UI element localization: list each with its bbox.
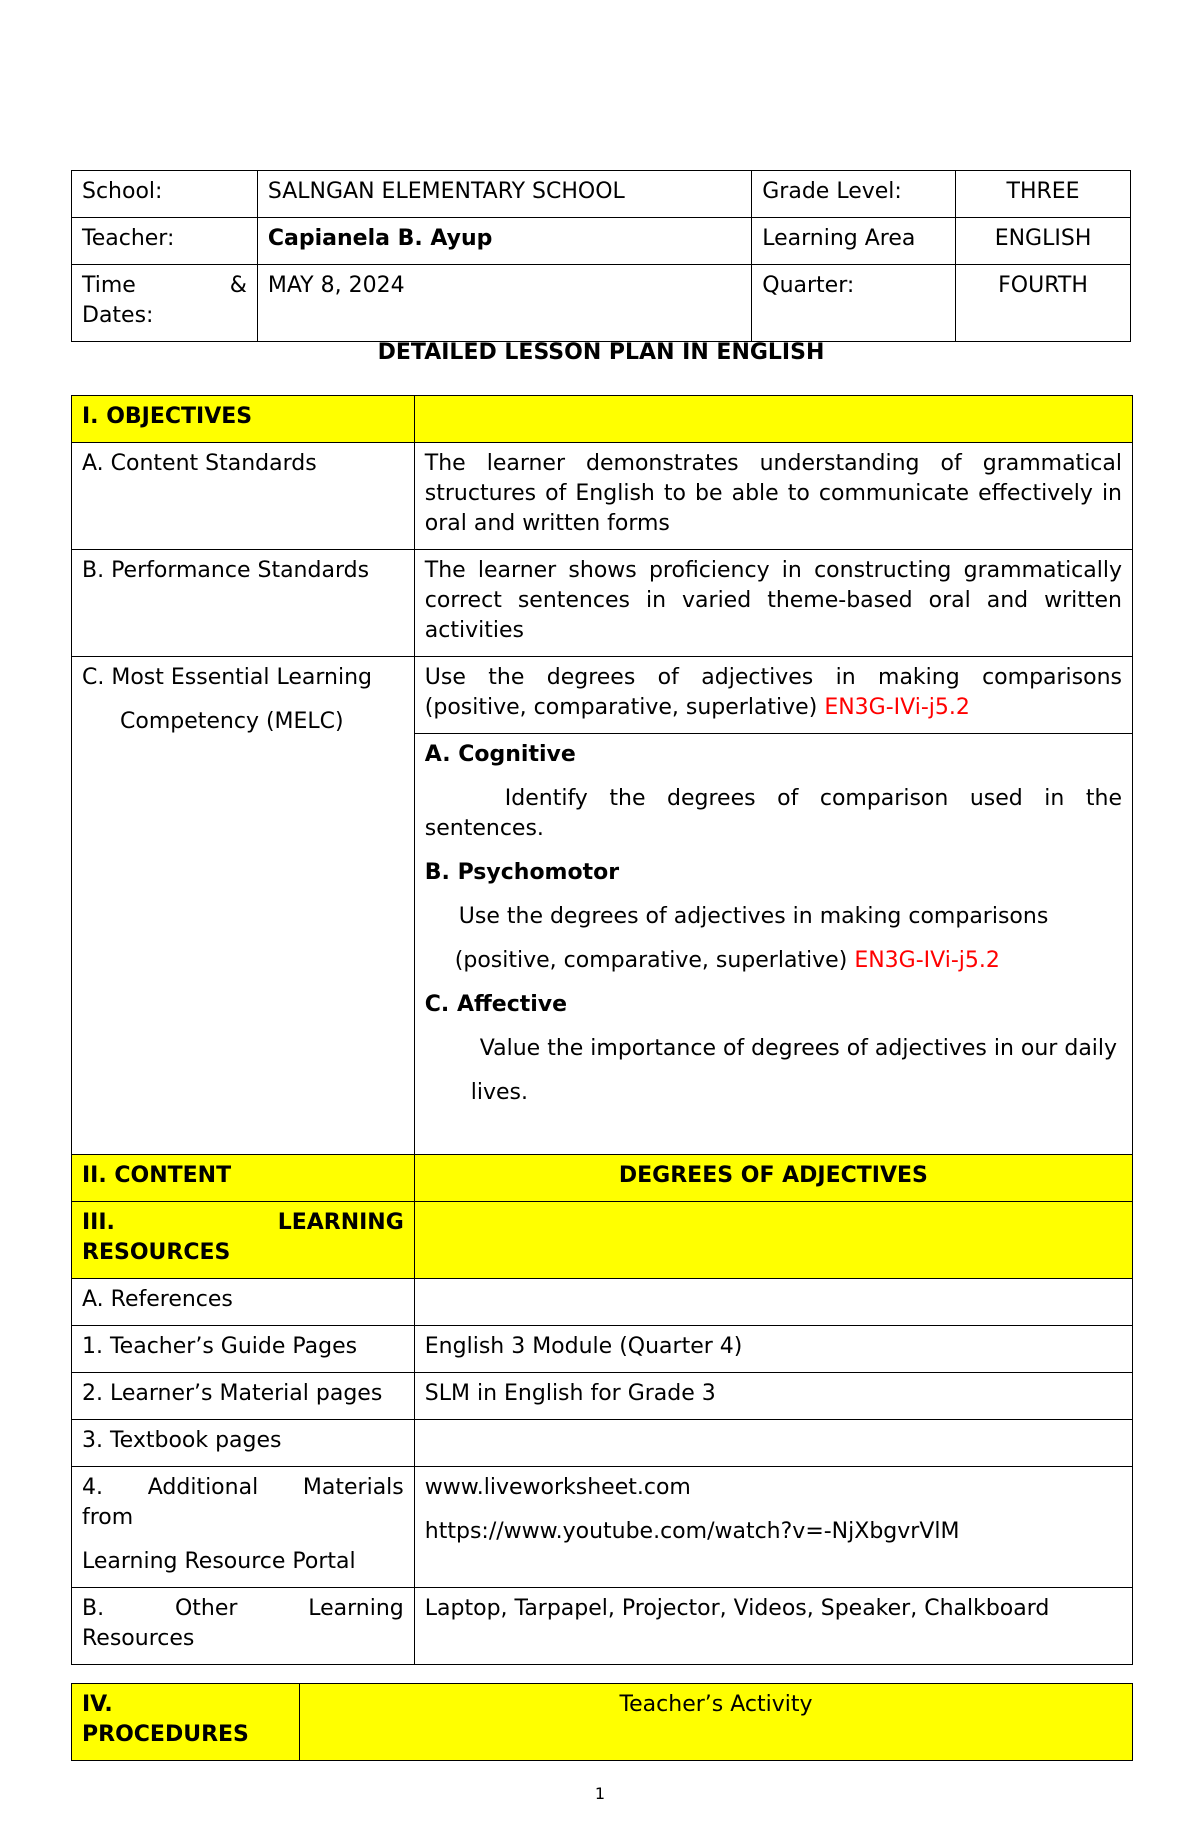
- school-label: School:: [72, 171, 258, 218]
- tg-label: 1. Teacher’s Guide Pages: [72, 1326, 415, 1373]
- additional-label-5: Learning Resource Portal: [82, 1549, 356, 1574]
- objectives-detail: [414, 734, 1132, 1155]
- resources-heading-2: LEARNING: [277, 1210, 404, 1235]
- content-standards-label: A. Content Standards: [72, 443, 415, 550]
- additional-link-2[interactable]: https://www.youtube.com/watch?v=-NjXbgvrVlM: [424, 1519, 960, 1544]
- other-resources-label: [72, 1588, 415, 1665]
- psychomotor-heading: B. Psychomotor: [424, 860, 620, 885]
- time-label-1: Time: [82, 273, 136, 298]
- objectives-heading: I. OBJECTIVES: [72, 396, 415, 443]
- psychomotor-line1: Use the degrees of adjectives in making comparisons: [458, 904, 1049, 929]
- time-label: [72, 265, 258, 342]
- tg-value: English 3 Module (Quarter 4): [414, 1326, 1132, 1373]
- grade-label: Grade Level:: [752, 171, 956, 218]
- lm-label: 2. Learner’s Material pages: [72, 1373, 415, 1420]
- resources-heading-blank: [414, 1202, 1132, 1279]
- affective-line2: lives.: [470, 1080, 529, 1105]
- performance-standards-value: The learner shows proficiency in constructing grammatically correct sentences in varied theme-based oral and written activities: [414, 550, 1132, 657]
- other-resources-value: Laptop, Tarpapel, Projector, Videos, Speaker, Chalkboard: [414, 1588, 1132, 1665]
- quarter-value: FOURTH: [956, 265, 1131, 342]
- other-label-1: B.: [82, 1596, 105, 1621]
- area-value: ENGLISH: [956, 218, 1131, 265]
- textbook-label: 3. Textbook pages: [72, 1420, 415, 1467]
- header-table: [71, 170, 1131, 342]
- quarter-label: Quarter:: [752, 265, 956, 342]
- additional-value: [414, 1467, 1132, 1588]
- teacher-value: Capianela B. Ayup: [257, 218, 751, 265]
- page-title: DETAILED LESSON PLAN IN ENGLISH: [377, 340, 825, 365]
- additional-link-1[interactable]: www.liveworksheet.com: [424, 1475, 691, 1500]
- psychomotor-line2-text: (positive, comparative, superlative): [454, 948, 848, 973]
- procedures-heading-1: IV.: [82, 1692, 113, 1717]
- melc-code: EN3G-IVi-j5.2: [824, 695, 970, 720]
- resources-heading-1: III.: [82, 1210, 115, 1235]
- performance-standards-label: B. Performance Standards: [72, 550, 415, 657]
- grade-value: THREE: [956, 171, 1131, 218]
- melc-text: Use the degrees of adjectives in making comparisons (positive, comparative, superlative): [424, 665, 1122, 720]
- page-number: 1: [594, 1784, 606, 1803]
- additional-label-4: from: [82, 1505, 134, 1530]
- textbook-blank: [414, 1420, 1132, 1467]
- content-heading: II. CONTENT: [72, 1155, 415, 1202]
- psychomotor-line2: [425, 946, 1122, 976]
- melc-label-line2: Competency (MELC): [120, 709, 344, 734]
- melc-label: [72, 657, 415, 1155]
- area-label: Learning Area: [752, 218, 956, 265]
- time-label-2: Dates:: [82, 303, 154, 328]
- other-label-4: Resources: [82, 1626, 195, 1651]
- teacher-activity-heading: Teacher’s Activity: [299, 1684, 1132, 1761]
- additional-label-2: Additional: [147, 1475, 259, 1500]
- objectives-heading-blank: [414, 396, 1132, 443]
- additional-label: [72, 1467, 415, 1588]
- references-label: A. References: [72, 1279, 415, 1326]
- procedures-heading-2: PROCEDURES: [82, 1722, 249, 1747]
- additional-label-3: Materials: [302, 1475, 404, 1500]
- content-standards-value: The learner demonstrates understanding of grammatical structures of English to be able to communicate effectively in oral and written forms: [414, 443, 1132, 550]
- references-blank: [414, 1279, 1132, 1326]
- lm-value: SLM in English for Grade 3: [414, 1373, 1132, 1420]
- affective-heading: C. Affective: [424, 992, 568, 1017]
- cognitive-text: Identify the degrees of comparison used in the sentences.: [424, 786, 1122, 841]
- cognitive-heading: A. Cognitive: [424, 742, 576, 767]
- lesson-plan-table: [71, 395, 1133, 1665]
- time-label-amp: &: [229, 273, 247, 298]
- affective-text: Value the importance of degrees of adjectives in our daily: [479, 1036, 1118, 1061]
- resources-heading-3: RESOURCES: [82, 1240, 231, 1265]
- procedures-heading: [72, 1684, 300, 1761]
- time-value: MAY 8, 2024: [257, 265, 751, 342]
- other-label-3: Learning: [308, 1596, 404, 1621]
- additional-label-1: 4.: [82, 1475, 103, 1500]
- melc-value: [414, 657, 1132, 734]
- content-value: DEGREES OF ADJECTIVES: [414, 1155, 1132, 1202]
- resources-heading: [72, 1202, 415, 1279]
- teacher-label: Teacher:: [72, 218, 258, 265]
- school-value: SALNGAN ELEMENTARY SCHOOL: [257, 171, 751, 218]
- psychomotor-code: EN3G-IVi-j5.2: [854, 948, 1000, 973]
- procedures-table: [71, 1683, 1133, 1761]
- melc-label-line1: C. Most Essential Learning: [82, 665, 373, 690]
- other-label-2: Other: [174, 1596, 238, 1621]
